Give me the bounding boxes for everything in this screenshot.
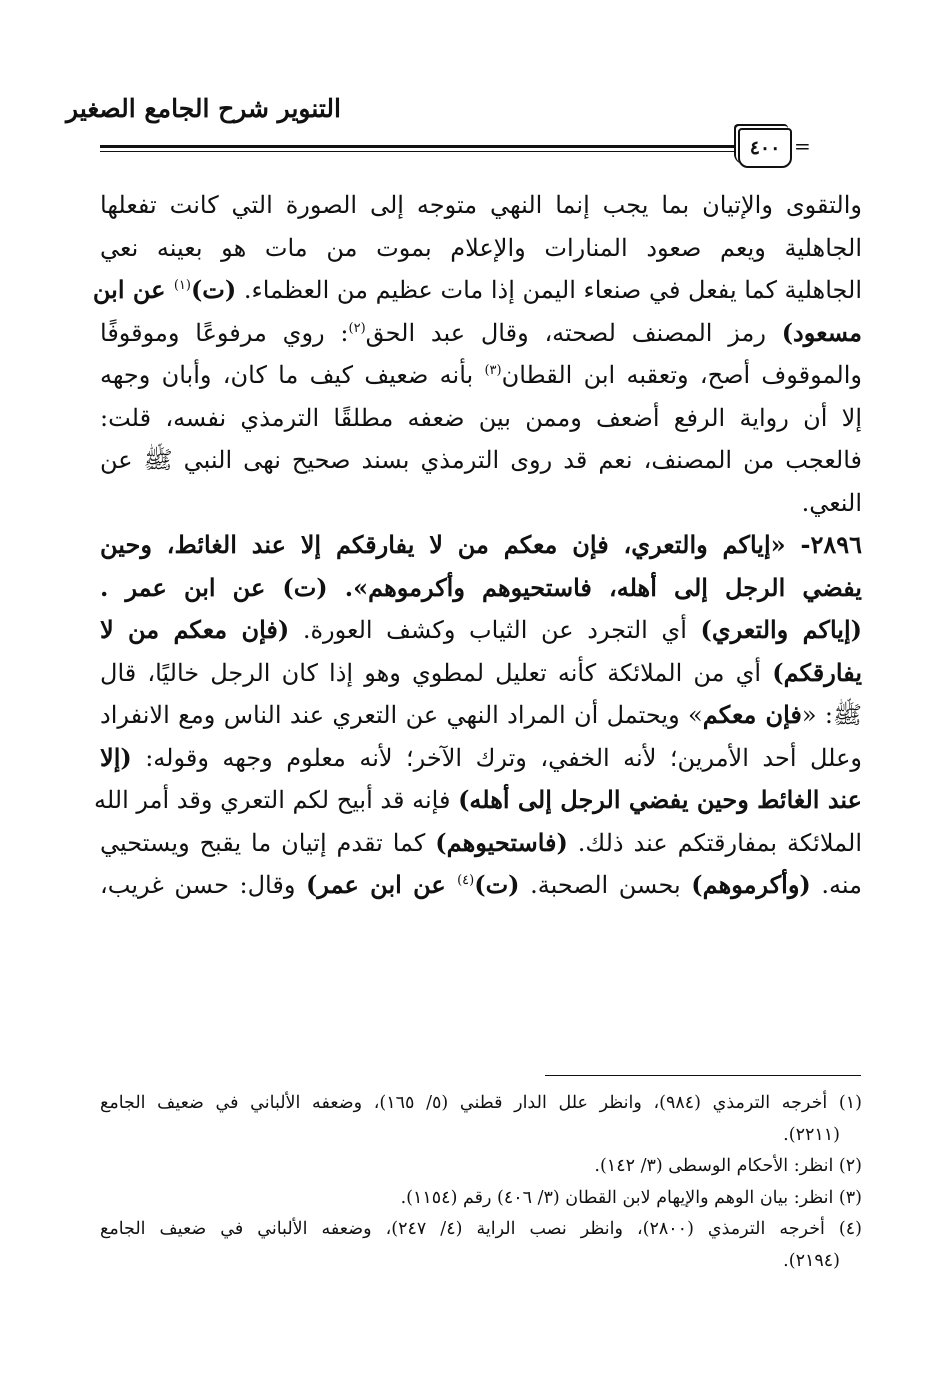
text-run: : روي مرفوعًا وموقوفًا <box>100 318 349 347</box>
footnote-ref: (١) <box>173 278 191 293</box>
text-run: أي من الملائكة كأنه تعليل لمطوي وهو إذا كان الرجل خاليًا، قال <box>100 658 773 687</box>
text-line <box>93 779 862 822</box>
text-run: إلا أن رواية الرفع أضعف وممن بين ضعفه مطلقًا الترمذي نفسه، قلت: <box>100 403 863 432</box>
text-run: وعلل أحد الأمرين؛ لأنه الخفي، وترك الآخر؛ لأنه معلوم وجهه وقوله: <box>131 743 862 772</box>
text-line <box>100 312 862 355</box>
header-rule <box>100 145 736 148</box>
text-run: (٤) أخرجه الترمذي (٢٨٠٠)، وانظر نصب الراية (٤/ ٢٤٧)، وضعفه الألباني في ضعيف الجامع <box>100 1219 862 1239</box>
text-run: ﷺ: « <box>801 701 862 729</box>
footnote-ref: (٢) <box>348 320 366 336</box>
footnote-line <box>100 1151 862 1183</box>
text-run: منه. <box>810 871 862 899</box>
text-run: وقال: حسن غريب، <box>100 871 307 899</box>
text-line <box>92 269 862 312</box>
bold-text: عند الغائط وحين يفضي الرجل إلى أهله) <box>458 785 862 814</box>
text-line <box>100 184 862 227</box>
bold-text: فإن معكم <box>702 700 802 729</box>
bold-text: (ت) <box>474 870 520 899</box>
bold-text: (فإن معكم من لا <box>100 615 290 644</box>
footnote-line <box>100 1120 862 1152</box>
text-run: (٢٢١١). <box>783 1124 840 1145</box>
text-run: (٢١٩٤). <box>783 1250 840 1271</box>
footnote-line <box>100 1246 862 1278</box>
text-run: بحسن الصحبة. <box>519 871 692 899</box>
text-run: والموقوف أصح، وتعقبه ابن القطان <box>501 361 862 389</box>
text-run: رمز المصنف لصحته، وقال عبد الحق <box>365 318 782 347</box>
text-run: الجاهلية ويعم صعود المنارات والإعلام بموت من مات هو بعينه نعي <box>100 233 862 262</box>
bold-text: (فاستحيوهم) <box>435 827 568 857</box>
header-rule-thin <box>100 151 736 152</box>
bold-text: (إياكم والتعري) <box>700 615 862 644</box>
footnotes <box>100 1088 862 1277</box>
text-line <box>100 609 862 652</box>
text-run: فالعجب من المصنف، نعم قد روى الترمذي بسند صحيح نهى النبي ﷺ عن <box>100 446 862 474</box>
text-run: كما تقدم إتيان ما يقبح ويستحيي <box>100 828 436 857</box>
bold-text: (إلا <box>100 742 132 772</box>
running-header-title: التنوير شرح الجامع الصغير <box>66 94 341 123</box>
text-line <box>100 864 862 907</box>
text-run: بأنه ضعيف كيف ما كان، وأبان وجهه <box>100 361 485 389</box>
text-line <box>100 822 862 865</box>
text-line <box>100 694 862 737</box>
text-run: (٢) انظر: الأحكام الوسطى (٣/ ١٤٢). <box>594 1156 862 1176</box>
bold-text: عن ابن عمر) <box>306 870 458 899</box>
bold-text: (وأكرموهم) <box>691 870 811 899</box>
footnote-ref: (٤) <box>457 873 475 888</box>
main-text <box>92 184 863 907</box>
footnote-line <box>100 1214 862 1246</box>
text-run: (٣) انظر: بيان الوهم والإيهام لابن القطان (٣/ ٤٠٦) رقم (١١٥٤). <box>400 1187 862 1208</box>
text-run: والتقوى والإتيان بما يجب إنما النهي متوجه إلى الصورة التي كانت تفعلها <box>100 191 862 219</box>
text-run: النعي. <box>801 488 862 517</box>
bold-text: يفارقكم) <box>772 657 862 687</box>
text-run: الجاهلية كما يفعل في صنعاء اليمن إذا مات عظيم من العظماء. <box>236 276 862 304</box>
page-number: ٤٠٠ <box>738 128 792 168</box>
text-line <box>100 737 862 780</box>
text-run: أي التجرد عن الثياب وكشف العورة. <box>289 616 701 644</box>
text-line <box>100 354 862 397</box>
text-line <box>100 524 862 567</box>
text-run: الملائكة بمفارقتكم عند ذلك. <box>567 828 862 857</box>
bold-text: (ت) <box>190 275 237 304</box>
footnote-line <box>100 1183 862 1215</box>
bold-text: عن ابن <box>92 275 174 304</box>
footnote-separator <box>545 1075 861 1076</box>
footnote-ref: (٣) <box>484 363 502 378</box>
text-line <box>100 652 862 695</box>
bold-text: ٢٨٩٦- «إياكم والتعري، فإن معكم من لا يفارقكم إلا عند الغائط، وحين <box>100 530 862 559</box>
text-line <box>100 227 862 270</box>
text-line <box>100 567 862 610</box>
text-line <box>100 439 862 482</box>
text-run: فإنه قد أبيح لكم التعري وقد أمر الله <box>93 786 459 814</box>
bold-text: يفضي الرجل إلى أهله، فاستحيوهم وأكرموهم». (ت) عن ابن عمر . <box>100 572 862 602</box>
bold-text: مسعود) <box>781 317 862 347</box>
header-mark: = <box>794 134 811 158</box>
text-line <box>100 482 862 525</box>
text-line <box>100 397 862 440</box>
text-run: » ويحتمل أن المراد النهي عن التعري عند الناس ومع الانفراد <box>100 701 703 729</box>
footnote-line <box>100 1088 862 1120</box>
text-run: (١) أخرجه الترمذي (٩٨٤)، وانظر علل الدار قطني (٥/ ١٦٥)، وضعفه الألباني في ضعيف الجامع <box>100 1093 862 1113</box>
